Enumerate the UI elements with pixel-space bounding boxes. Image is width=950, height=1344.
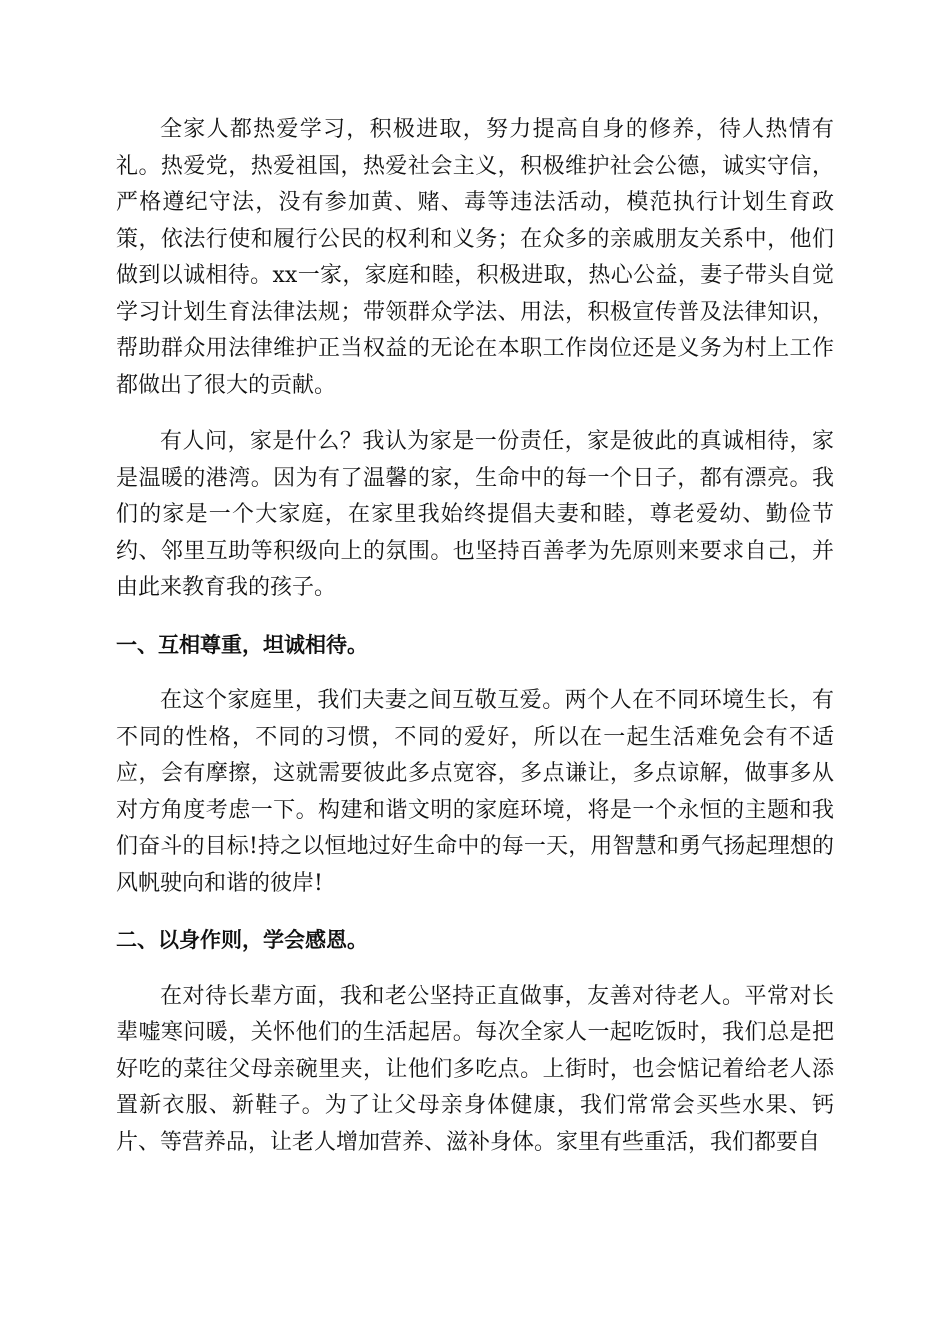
section-heading-mutual-respect: 一、互相尊重，坦诚相待。: [116, 632, 368, 657]
paragraph-what-is-home: 有人问，家是什么？我认为家是一份责任，家是彼此的真诚相待，家是温暖的港湾。因为有了温馨的家，生命中的每一个日子，都有漂亮。我们的家是一个大家庭，在家里我始终提倡夫妻和睦，尊老爱幼、勤俭节约、邻里互助等积级向上的氛围。也坚持百善孝为先原则来要求自己，并由此来教育我的孩子。: [116, 429, 834, 600]
section-heading-gratitude: 二、以身作则，学会感恩。: [116, 928, 368, 952]
paragraph-mutual-respect: 在这个家庭里，我们夫妻之间互敬互爱。两个人在不同环境生长，有不同的性格，不同的习惯，不同的爱好，所以在一起生活难免会有不适应，会有摩擦，这就需要彼此多点宽容，多点谦让，多点谅解，做事多从对方角度考虑一下。构建和谐文明的家庭环境，将是一个永恒的主题和我们奋斗的目标!持之以恒地过好生命中的每一天，用智慧和勇气扬起理想的风帆驶向和谐的彼岸!: [116, 688, 834, 896]
paragraph-gratitude: 在对待长辈方面，我和老公坚持正直做事，友善对待老人。平常对长辈嘘寒问暖，关怀他们的生活起居。每次全家人一起吃饭时，我们总是把好吃的菜往父母亲碗里夹，让他们多吃点。上街时，也会惦记着给老人添置新衣服、新鞋子。为了让父母亲身体健康，我们常常会买些水果、钙片、等营养品，让老人增加营养、滋补身体。家里有些重活，我们都要自: [116, 983, 834, 1155]
document-body: [116, 112, 834, 1181]
paragraph-family-virtues: 全家人都热爱学习，积极进取，努力提高自身的修养，待人热情有礼。热爱党，热爱祖国，热爱社会主义，积极维护社会公德，诚实守信，严格遵纪守法，没有参加黄、赌、毒等违法活动，模范执行计划生育政策，依法行使和履行公民的权利和义务；在众多的亲戚朋友关系中，他们做到以诚相待。xx一家，家庭和睦，积极进取，热心公益，妻子带头自觉学习计划生育法律法规；带领群众学法、用法，积极宣传普及法律知识，帮助群众用法律维护正当权益的无论在本职工作岗位还是义务为村上工作都做出了很大的贡献。: [116, 117, 834, 398]
